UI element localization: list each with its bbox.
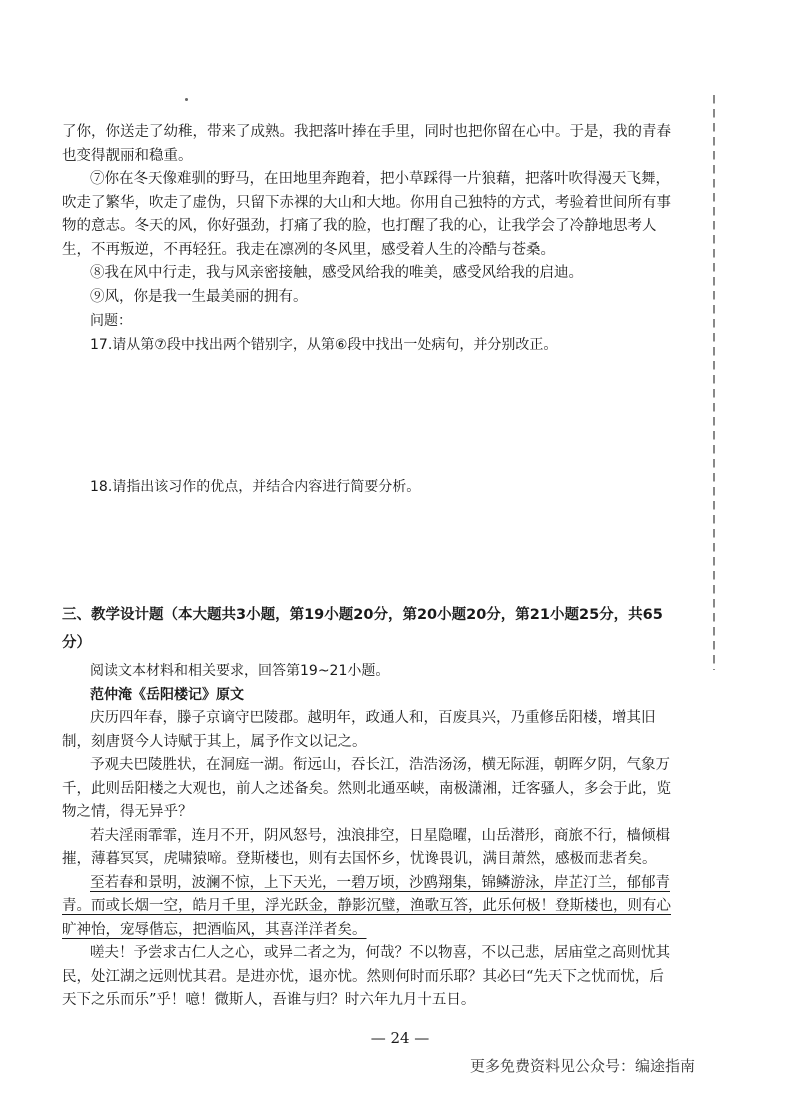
text-title: 范仲淹《岳阳楼记》原文 [90, 686, 244, 703]
instructions: 阅读文本材料和相关要求，回答第19~21小题。 [90, 663, 390, 679]
scan-speck [185, 98, 188, 101]
essay-paragraph-8: ⑧我在风中行走，我与风亲密接触，感受风给我的唯美，感受风给我的启迪。 [90, 265, 583, 281]
text-paragraph-2: 予观夫巴陵胜状，在洞庭一湖。衔远山，吞长江，浩浩汤汤，横无际涯，朝晖夕阴，气象万千，此则岳阳楼之大观也，前人之述备矣。然则北通巫峡，南极潇湘，迁客骚人，多会于此，览物之情，得无异乎？ [62, 757, 671, 820]
question-18: 18.请指出该习作的优点，并结合内容进行简要分析。 [90, 479, 421, 495]
essay-continuation [62, 121, 674, 357]
essay-paragraph: 了你，你送走了幼稚，带来了成熟。我把落叶捧在手里，同时也把你留在心中。于是，我的青春也变得靓丽和稳重。 [62, 124, 671, 164]
essay-paragraph-9: ⑨风，你是我一生最美丽的拥有。 [90, 288, 308, 305]
page-number: — 24 — [370, 1029, 430, 1047]
questions-label: 问题： [90, 313, 132, 329]
text-paragraph-5: 嗟夫！予尝求古仁人之心，或异二者之为，何哉？不以物喜，不以己悲，居庙堂之高则忧其民，处江湖之远则忧其君。是进亦忧，退亦忧。然则何时而乐耶？其必曰“先天下之忧而忧，后天下之乐而乐”乎！噫！微斯人，吾谁与归？时六年九月十五日。 [62, 945, 670, 1008]
essay-paragraph-7: ⑦你在冬天像难驯的野马，在田地里奔跑着，把小草踩得一片狼藉，把落叶吹得漫天飞舞，吹走了繁华，吹走了虚伪，只留下赤裸的大山和大地。你用自己独特的方式，考验着世间所有事物的意志。冬天的风，你好强劲，打痛了我的脸，也打醒了我的心，让我学会了冷静地思考人生，不再叛逆，不再轻狂。我走在凛冽的冬风里，感受着人生的冷酷与苍桑。 [62, 171, 671, 258]
margin-dashed-line [713, 95, 715, 670]
yueyang-text-block [62, 660, 674, 1013]
question-17: 17.请从第⑦段中找出两个错别字，从第⑥段中找出一处病句，并分别改正。 [90, 337, 558, 353]
text-paragraph-4-underlined: 至若春和景明，波澜不惊，上下天光，一碧万顷，沙鸥翔集，锦鳞游泳，岸芷汀兰，郁郁青青。而或长烟一空，皓月千里，浮光跃金，静影沉璧，渔歌互答，此乐何极！登斯楼也，则有心旷神怡，宠辱偕忘，把酒临风，其喜洋洋者矣。 [62, 874, 671, 938]
text-paragraph-3: 若夫淫雨霏霏，连月不开，阴风怒号，浊浪排空，日星隐曜，山岳潜形，商旅不行，樯倾楫摧，薄暮冥冥，虎啸猿啼。登斯楼也，则有去国怀乡，忧谗畏讥，满目萧然，感极而悲者矣。 [62, 827, 670, 867]
section-title: 三、教学设计题（本大题共3小题，第19小题20分，第20小题20分，第21小题25分，共65分） [62, 607, 663, 651]
question-18-block [62, 476, 674, 500]
footer-note: 更多免费资料见公众号：编途指南 [469, 1057, 695, 1075]
text-paragraph-1: 庆历四年春，滕子京谪守巴陵郡。越明年，政通人和，百废具兴，乃重修岳阳楼，增其旧制，刻唐贤今人诗赋于其上，属予作文以记之。 [62, 710, 656, 750]
